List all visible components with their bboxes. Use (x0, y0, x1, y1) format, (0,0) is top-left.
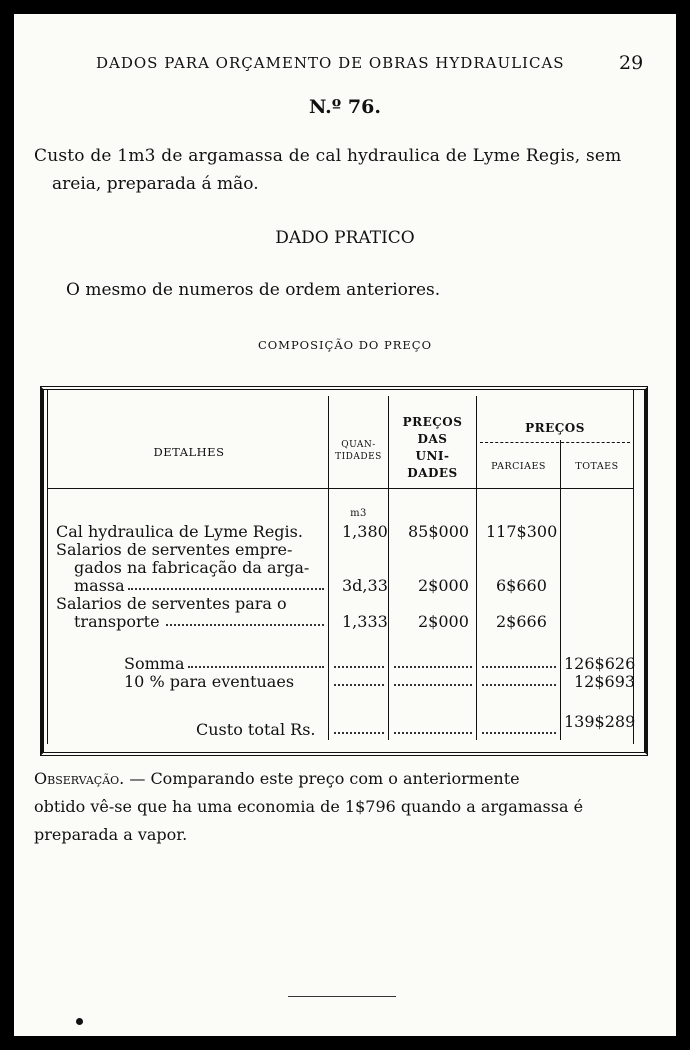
eventuaes-total: 12$693 (574, 672, 636, 691)
eventuaes-leader (334, 684, 384, 686)
row-2-partial: 6$660 (496, 576, 547, 595)
row-3-detail-2: transporte (74, 612, 160, 631)
row-2-unit-price: 2$000 (418, 576, 469, 595)
footer-rule (288, 996, 396, 997)
header-precos-unidades-3: UNI- (415, 449, 450, 463)
header-precos: PREÇOS (525, 421, 585, 435)
row-3-qty: 1,333 (342, 612, 388, 631)
row-1-detail: Cal hydraulica de Lyme Regis. (56, 522, 303, 541)
row-3-partial: 2$666 (496, 612, 547, 631)
header-quantidades-1: QUAN- (341, 440, 376, 450)
row-2-detail-1: Salarios de serventes empre- (56, 540, 293, 559)
somma-leader (188, 666, 324, 668)
running-header: DADOS PARA ORÇAMENTO DE OBRAS HYDRAULICAS (96, 54, 565, 72)
brace-rule (480, 442, 630, 444)
section-heading: DADO PRATICO (275, 228, 415, 248)
unit-label: m3 (350, 508, 367, 519)
price-composition-table (40, 386, 648, 756)
somma-label: Somma (124, 654, 185, 673)
header-rule (48, 488, 633, 489)
ink-dot (76, 1018, 83, 1025)
observation-text-1: — Comparando este preço com o anteriormente (124, 769, 520, 788)
header-parciaes: PARCIAES (491, 461, 546, 472)
row-2-detail-2: gados na fabricação da arga- (74, 558, 310, 577)
row-3-detail-1: Salarios de serventes para o (56, 594, 287, 613)
section-text: O mesmo de numeros de ordem anteriores. (66, 280, 441, 300)
somma-leader (334, 666, 384, 668)
somma-leader (482, 666, 556, 668)
custo-leader (334, 732, 384, 734)
composition-title: COMPOSIÇÃO DO PREÇO (257, 338, 433, 352)
row-3-leader (166, 624, 324, 626)
header-detalhes: DETALHES (153, 445, 225, 459)
eventuaes-leader (394, 684, 472, 686)
eventuaes-label: 10 % para eventuaes (124, 672, 295, 691)
intro-line-1: Custo de 1m3 de argamassa de cal hydraulica de Lyme Regis, sem (34, 146, 622, 166)
page-number: 29 (619, 52, 644, 74)
observation-label: Observação. (34, 769, 125, 788)
header-precos-unidades-2: DAS (417, 432, 448, 446)
observation-line-3: preparada a vapor. (34, 825, 188, 844)
column-divider (560, 440, 561, 740)
somma-leader (394, 666, 472, 668)
header-quantidades-2: TIDADES (335, 452, 382, 462)
header-precos-unidades-1: PREÇOS (402, 415, 463, 429)
row-1-unit-price: 85$000 (408, 522, 470, 541)
custo-leader (482, 732, 556, 734)
custo-total-value: 139$289 (564, 712, 636, 731)
column-divider (476, 396, 477, 740)
observation-line-1 (34, 769, 520, 788)
observation-line-2: obtido vê-se que ha uma economia de 1$796 quando a argamassa é (34, 797, 584, 816)
entry-number: N.º 76. (309, 96, 381, 118)
row-1-qty: 1,380 (342, 522, 388, 541)
somma-total: 126$626 (564, 654, 636, 673)
column-divider (47, 390, 48, 744)
custo-leader (394, 732, 472, 734)
row-1-partial: 117$300 (486, 522, 558, 541)
row-2-qty: 3d,33 (342, 576, 388, 595)
header-precos-unidades-4: DADES (407, 466, 458, 480)
row-3-unit-price: 2$000 (418, 612, 469, 631)
header-totaes: TOTAES (575, 461, 619, 472)
row-2-leader (128, 588, 324, 590)
row-2-detail-3: massa (74, 576, 125, 595)
intro-line-2: areia, preparada á mão. (52, 174, 259, 194)
eventuaes-leader (482, 684, 556, 686)
book-page (14, 14, 676, 1036)
custo-total-label: Custo total Rs. (196, 720, 316, 739)
